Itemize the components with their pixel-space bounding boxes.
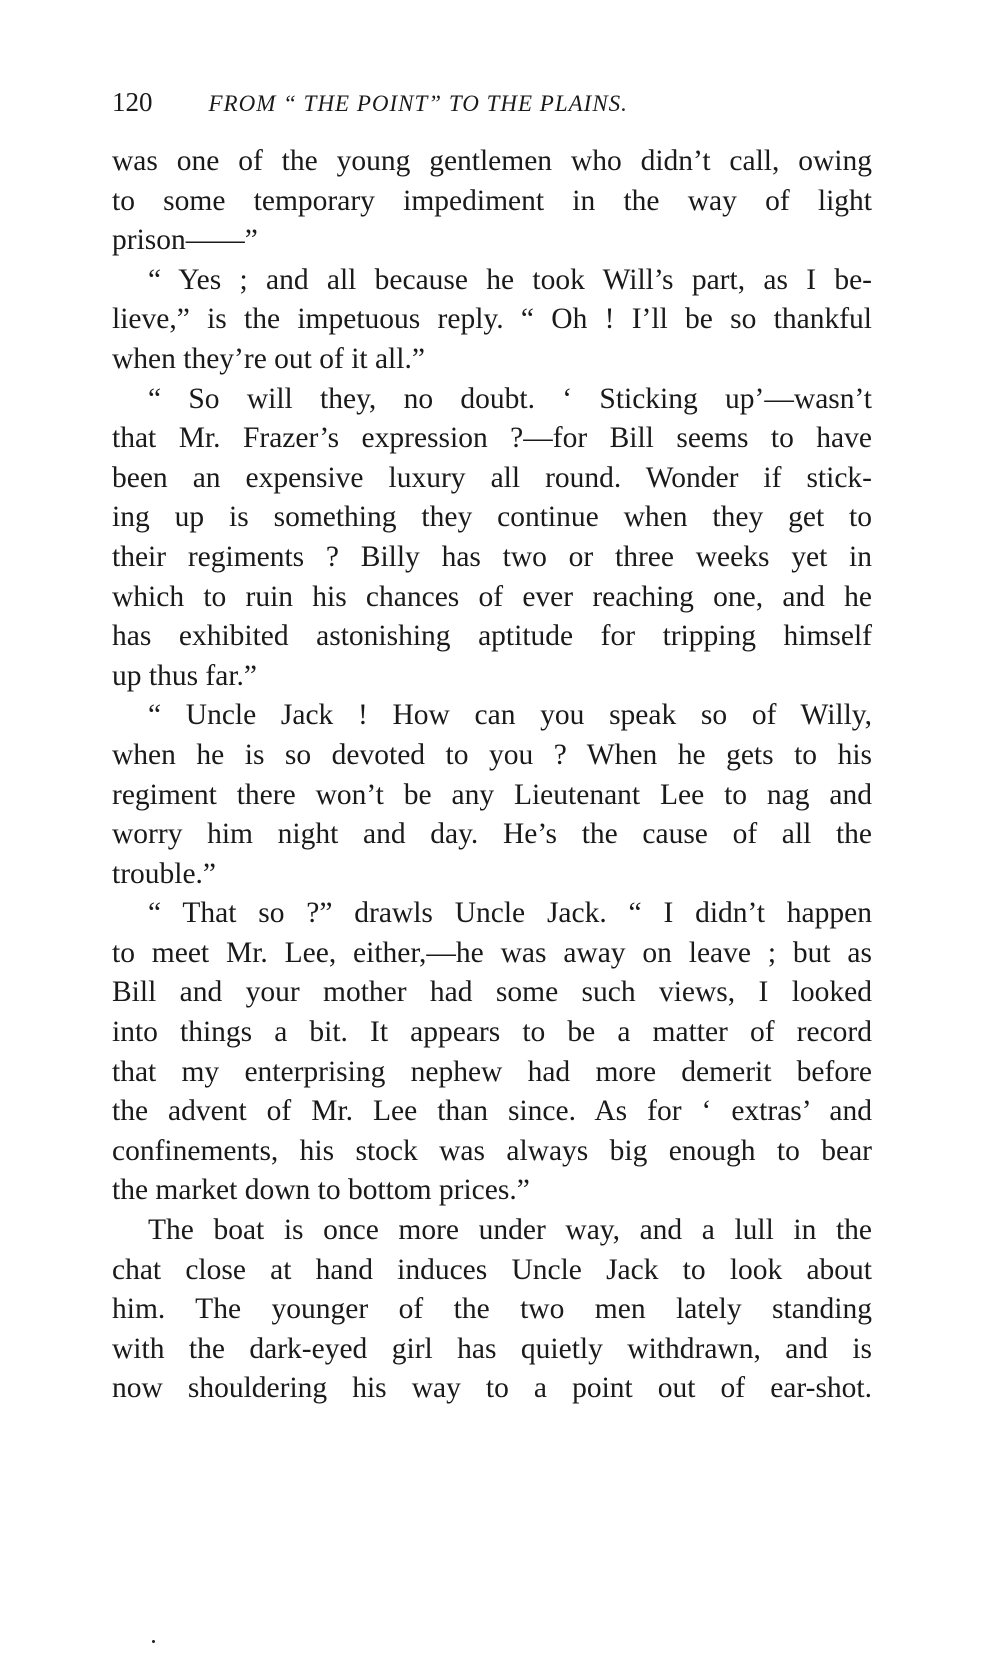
print-speck — [152, 1640, 155, 1643]
text-line: has exhibited astonishing aptitude for tripping himself — [112, 620, 872, 653]
text-line: when he is so devoted to you ? When he gets to his — [112, 738, 872, 771]
text-line: to meet Mr. Lee, either,—he was away on leave ; but as — [112, 936, 872, 969]
text-line: confinements, his stock was always big enough to bear — [112, 1134, 872, 1167]
text-line: prison——” — [112, 224, 258, 257]
text-line: now shouldering his way to a point out of ear-shot. — [112, 1372, 872, 1405]
text-line: Bill and your mother had some such views, I looked — [112, 976, 872, 1009]
text-line: up thus far.” — [112, 659, 258, 692]
text-line: lieve,” is the impetuous reply. “ Oh ! I’ll be so thankful — [112, 303, 872, 336]
text-line: been an expensive luxury all round. Wonder if stick- — [112, 461, 872, 494]
text-line: the advent of Mr. Lee than since. As for ‘ extras’ and — [112, 1095, 872, 1128]
text-line: into things a bit. It appears to be a matter of record — [112, 1016, 872, 1049]
text-line: “ Yes ; and all because he took Will’s part, as I be- — [148, 263, 872, 296]
text-line: their regiments ? Billy has two or three weeks yet in — [112, 540, 872, 573]
text-line: to some temporary impediment in the way of light — [112, 184, 872, 217]
text-line: The boat is once more under way, and a lull in the — [148, 1214, 872, 1247]
text-line: “ That so ?” drawls Uncle Jack. “ I didn’t happen — [148, 897, 872, 930]
body-text — [112, 142, 872, 1409]
text-line: ing up is something they continue when they get to — [112, 501, 872, 534]
text-line: “ So will they, no doubt. ‘ Sticking up’—wasn’t — [148, 382, 872, 415]
text-line: that Mr. Frazer’s expression ?—for Bill seems to have — [112, 422, 872, 455]
text-line: when they’re out of it all.” — [112, 342, 425, 375]
text-line: chat close at hand induces Uncle Jack to look about — [112, 1253, 872, 1286]
text-line: regiment there won’t be any Lieutenant Lee to nag and — [112, 778, 872, 811]
text-line: was one of the young gentlemen who didn’t call, owing — [112, 145, 872, 177]
text-line: him. The younger of the two men lately standing — [112, 1293, 872, 1326]
running-head — [112, 82, 872, 122]
page-number: 120 — [112, 87, 153, 117]
text-line: trouble.” — [112, 857, 217, 890]
text-line: that my enterprising nephew had more demerit before — [112, 1055, 872, 1088]
text-line: worry him night and day. He’s the cause of all the — [112, 818, 872, 851]
text-line: “ Uncle Jack ! How can you speak so of Willy, — [148, 699, 872, 732]
text-line: with the dark-eyed girl has quietly withdrawn, and is — [112, 1332, 872, 1365]
running-title: FROM “ THE POINT” TO THE PLAINS. — [208, 91, 628, 116]
text-line: the market down to bottom prices.” — [112, 1174, 530, 1207]
text-line: which to ruin his chances of ever reaching one, and he — [112, 580, 872, 613]
